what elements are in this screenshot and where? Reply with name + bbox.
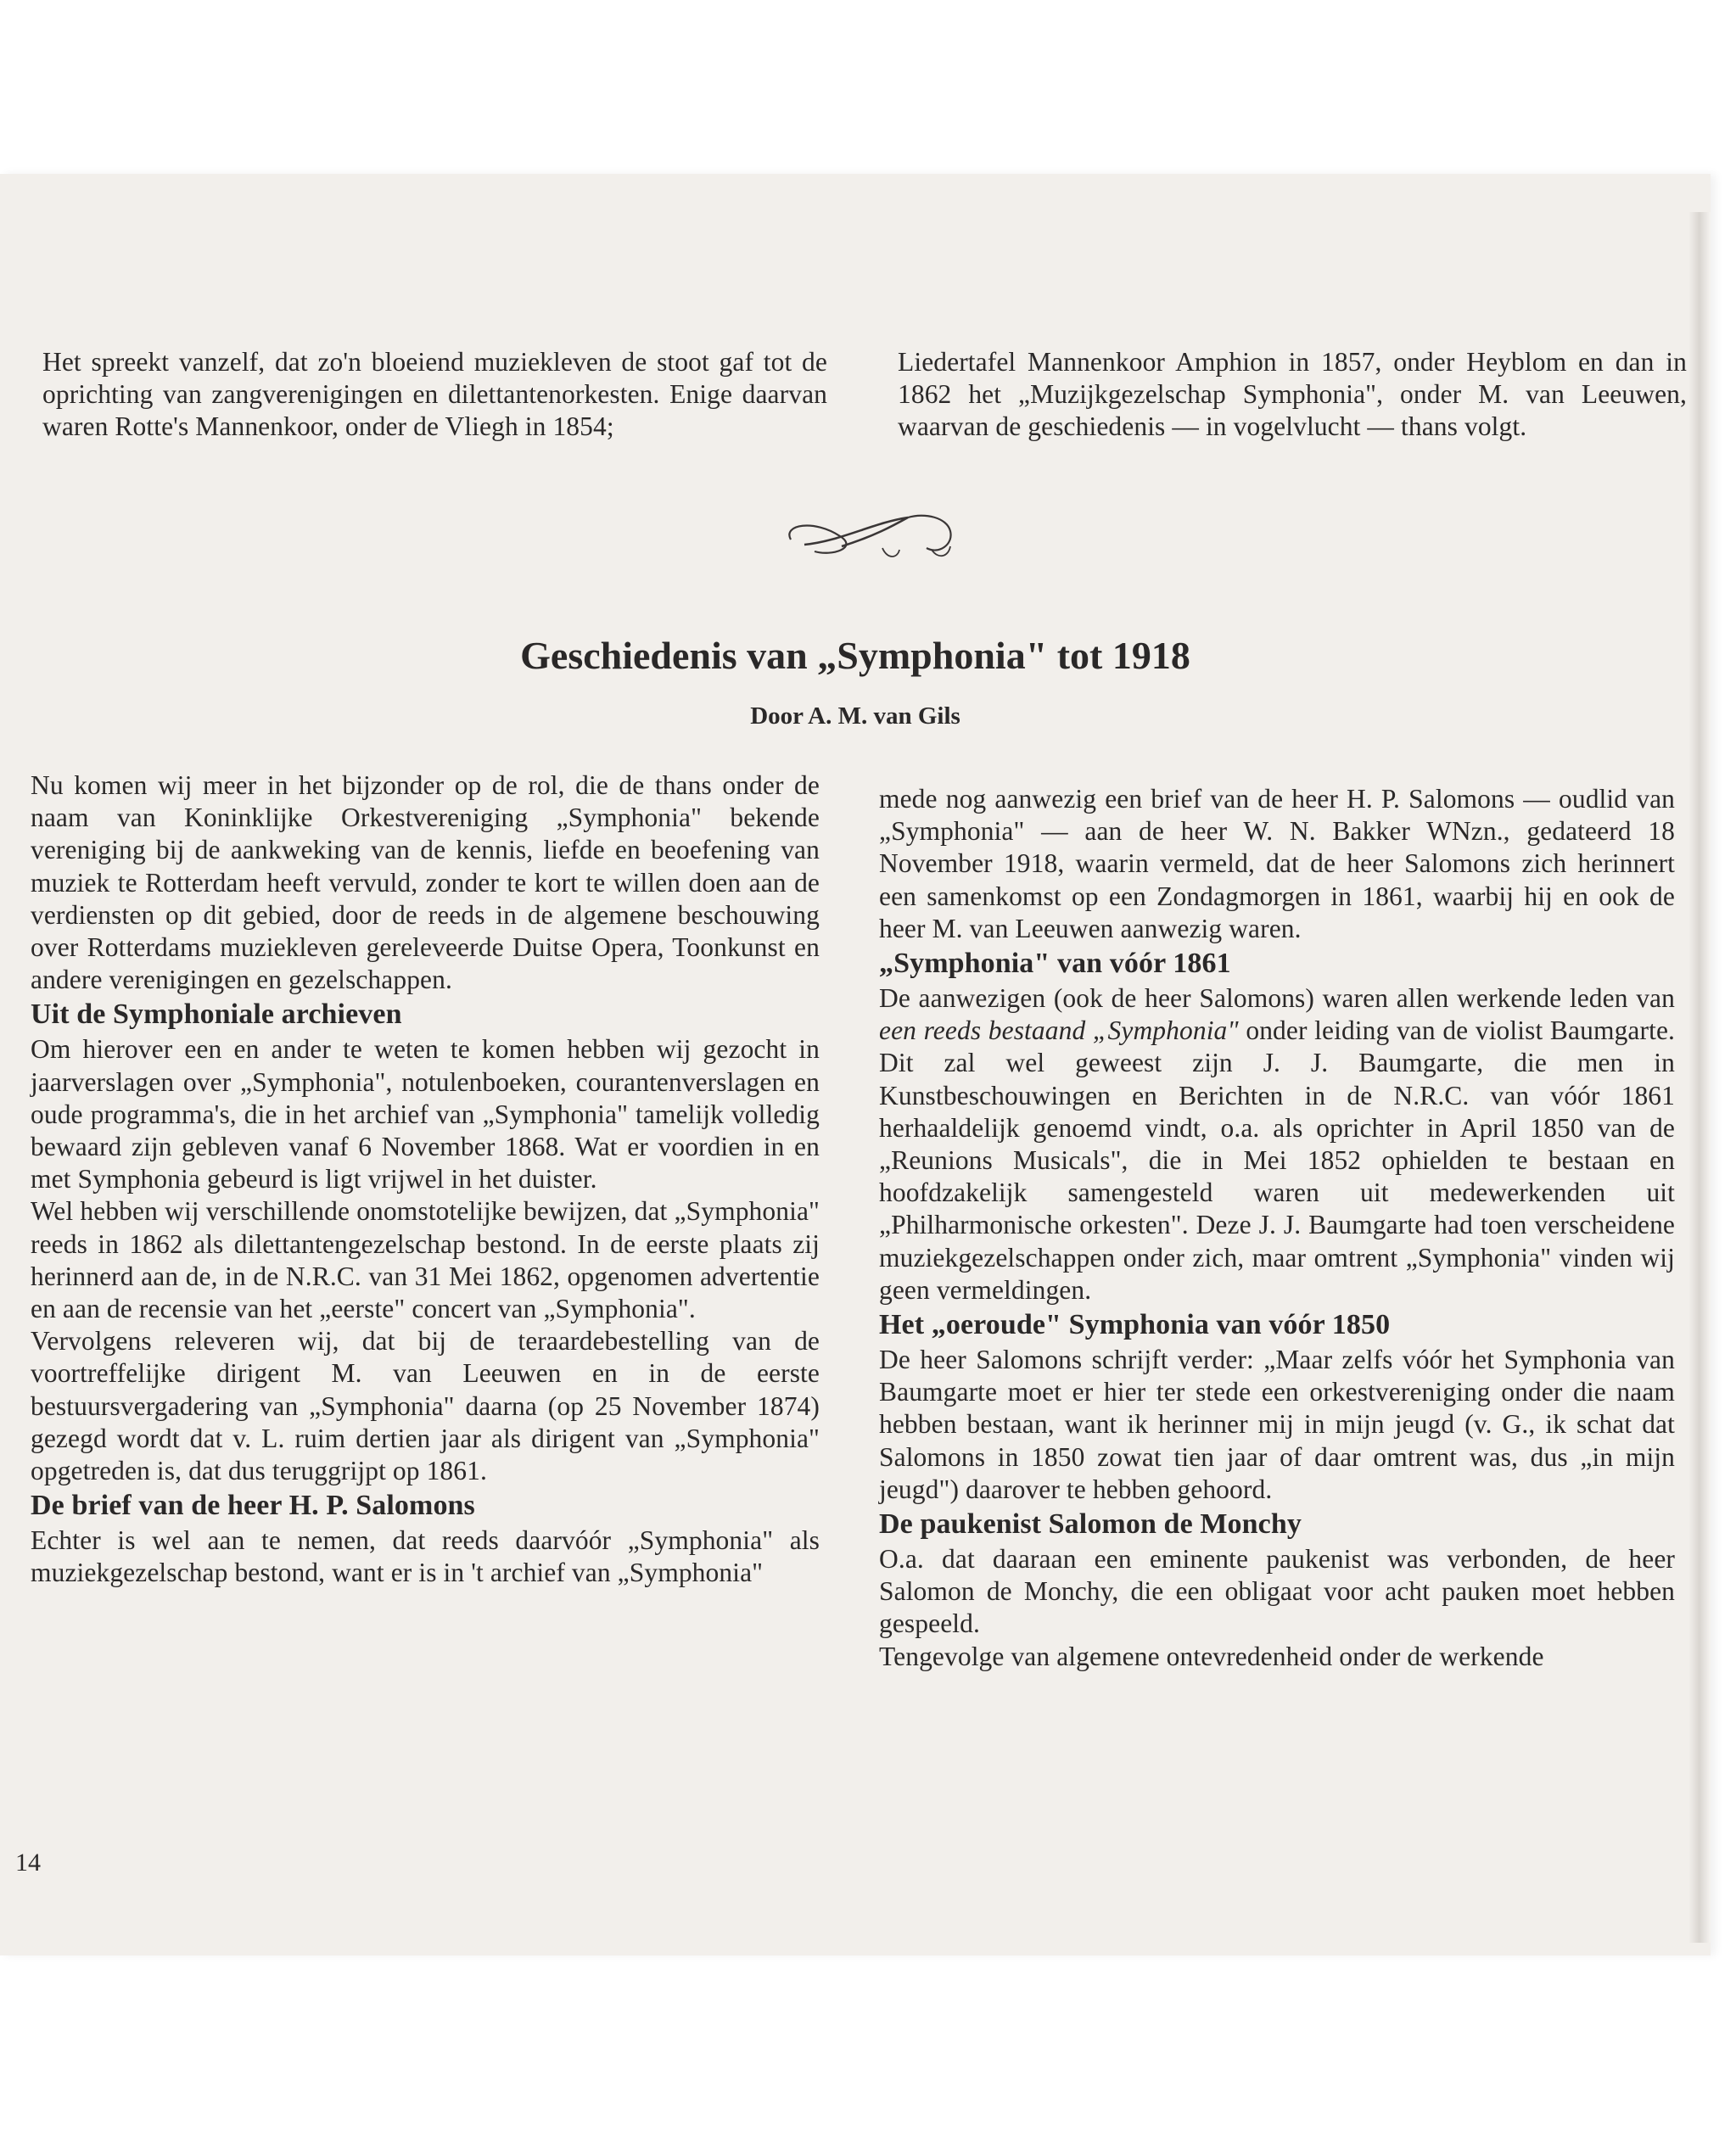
section-heading: De brief van de heer H. P. Salomons xyxy=(31,1490,475,1522)
body-column-right xyxy=(879,783,1675,1673)
article-title: Geschiedenis van „Symphonia" tot 1918 xyxy=(520,634,1190,677)
paragraph: mede nog aanwezig een brief van de heer H. P. Salomons — oudlid van „Symphonia" — aan de heer W. N. Bakker WNzn., gedateerd 18 November 1918, waarin vermeld, dat de heer Salomons zich herinnert een samenkomst op een Zondagmorgen in 1861, waarbij hij en ook de heer M. van Leeuwen aanwezig waren. xyxy=(879,784,1675,943)
intro-paragraph-left: Het spreekt vanzelf, dat zo'n bloeiend muziekleven de stoot gaf tot de oprichting van zangverenigingen en dilettantenorkesten. Enige daarvan waren Rotte's Mannenkoor, onder de Vliegh in 1854; xyxy=(42,347,827,442)
page-number: 14 xyxy=(15,1849,41,1877)
paragraph: Tengevolge van algemene ontevredenheid onder de werkende xyxy=(879,1641,1544,1671)
article-byline: Door A. M. van Gils xyxy=(750,702,960,730)
section-heading: „Symphonia" van vóór 1861 xyxy=(879,948,1231,980)
paragraph: Echter is wel aan te nemen, dat reeds daarvóór „Symphonia" als muziekgezelschap bestond, want er is in 't archief van „Symphonia" xyxy=(31,1525,820,1588)
paragraph: De heer Salomons schrijft verder: „Maar zelfs vóór het Symphonia van Baumgarte moet er hier ter stede een orkestvereniging onder die naam hebben bestaan, want ik herinner mij in mijn jeugd (v. G., ik schat dat Salomons in 1850 zowat tien jaar of daar omtrent was, dus „in mijn jeugd") daarover te hebben gehoord. xyxy=(879,1345,1675,1504)
intro-column-right xyxy=(898,346,1687,444)
paragraph: Wel hebben wij verschillende onomstotelijke bewijzen, dat „Symphonia" reeds in 1862 als dilettantengezelschap bestond. In de eerste plaats zij herinnerd aan de, in de N.R.C. van 31 Mei 1862, opgenomen advertentie en aan de recensie van het „eerste" concert van „Symphonia". xyxy=(31,1196,820,1324)
paragraph: O.a. dat daaraan een eminente paukenist was verbonden, de heer Salomon de Monchy, die een obligaat voor acht pauken moet hebben gespeeld. xyxy=(879,1544,1675,1639)
emphasized-text: een reeds bestaand „Symphonia" xyxy=(879,1015,1239,1046)
page-edge-shadow xyxy=(1688,212,1711,1943)
paragraph xyxy=(879,982,1675,1306)
section-heading: Uit de Symphoniale archieven xyxy=(31,999,402,1031)
paragraph: Om hierover een en ander te weten te komen hebben wij gezocht in jaarverslagen over „Symphonia", notulenboeken, courantenverslagen en oude programma's, die in het archief van „Symphonia" tamelijk volledig bewaard zijn gebleven vanaf 6 November 1868. Wat er voordien in en met Symphonia gebeurd is ligt vrijwel in het duister. xyxy=(31,1034,820,1194)
section-heading: Het „oeroude" Symphonia van vóór 1850 xyxy=(879,1309,1391,1341)
paragraph: Vervolgens releveren wij, dat bij de teraardebestelling van de voortreffelijke dirigent M. van Leeuwen en in de eerste bestuursvergadering van „Symphonia" daarna (op 25 November 1874) gezegd wordt dat v. L. ruim dertien jaar als dirigent van „Symphonia" opgetreden is, dat dus teruggrijpt op 1861. xyxy=(31,1326,820,1486)
section-heading: De paukenist Salomon de Monchy xyxy=(879,1508,1302,1541)
paragraph: Nu komen wij meer in het bijzonder op de rol, die de thans onder de naam van Koninklijke Orkestvereniging „Symphonia" bekende vereniging bij de aankweking van de kennis, liefde en beoefening van muziek te Rotterdam heeft vervuld, zonder te kort te willen doen aan de verdiensten op dit gebied, door de reeds in de algemene beschouwing over Rotterdams muziekleven gereleveerde Duitse Opera, Toonkunst en andere verenigingen en gezelschappen. xyxy=(31,770,820,995)
intro-column-left xyxy=(42,346,827,444)
paragraph-text: onder leiding van de violist Baumgarte. Dit zal wel geweest zijn J. J. Baumgarte, die men in Kunstbeschouwingen en Berichten in de N.R.C. van vóór 1861 herhaaldelijk genoemd vindt, o.a. als oprichter in April 1850 van de „Reunions Musicals", die in Mei 1852 ophielden te bestaan en hoofdzakelijk samengesteld waren uit medewerkenden uit „Philharmonische orkesten". Deze J. J. Baumgarte had toen verscheidene muziekgezelschappen onder zich, maar omtrent „Symphonia" vinden wij geen vermeldingen. xyxy=(879,1015,1675,1305)
ornamental-flourish-icon xyxy=(781,507,967,565)
body-column-left xyxy=(31,769,820,1590)
intro-paragraph-right: Liedertafel Mannenkoor Amphion in 1857, onder Heyblom en dan in 1862 het „Muzijkgezelschap Symphonia", onder M. van Leeuwen, waarvan de geschiedenis — in vogelvlucht — thans volgt. xyxy=(898,347,1687,442)
paragraph-text: De aanwezigen (ook de heer Salomons) waren allen werkende leden van xyxy=(879,983,1675,1014)
